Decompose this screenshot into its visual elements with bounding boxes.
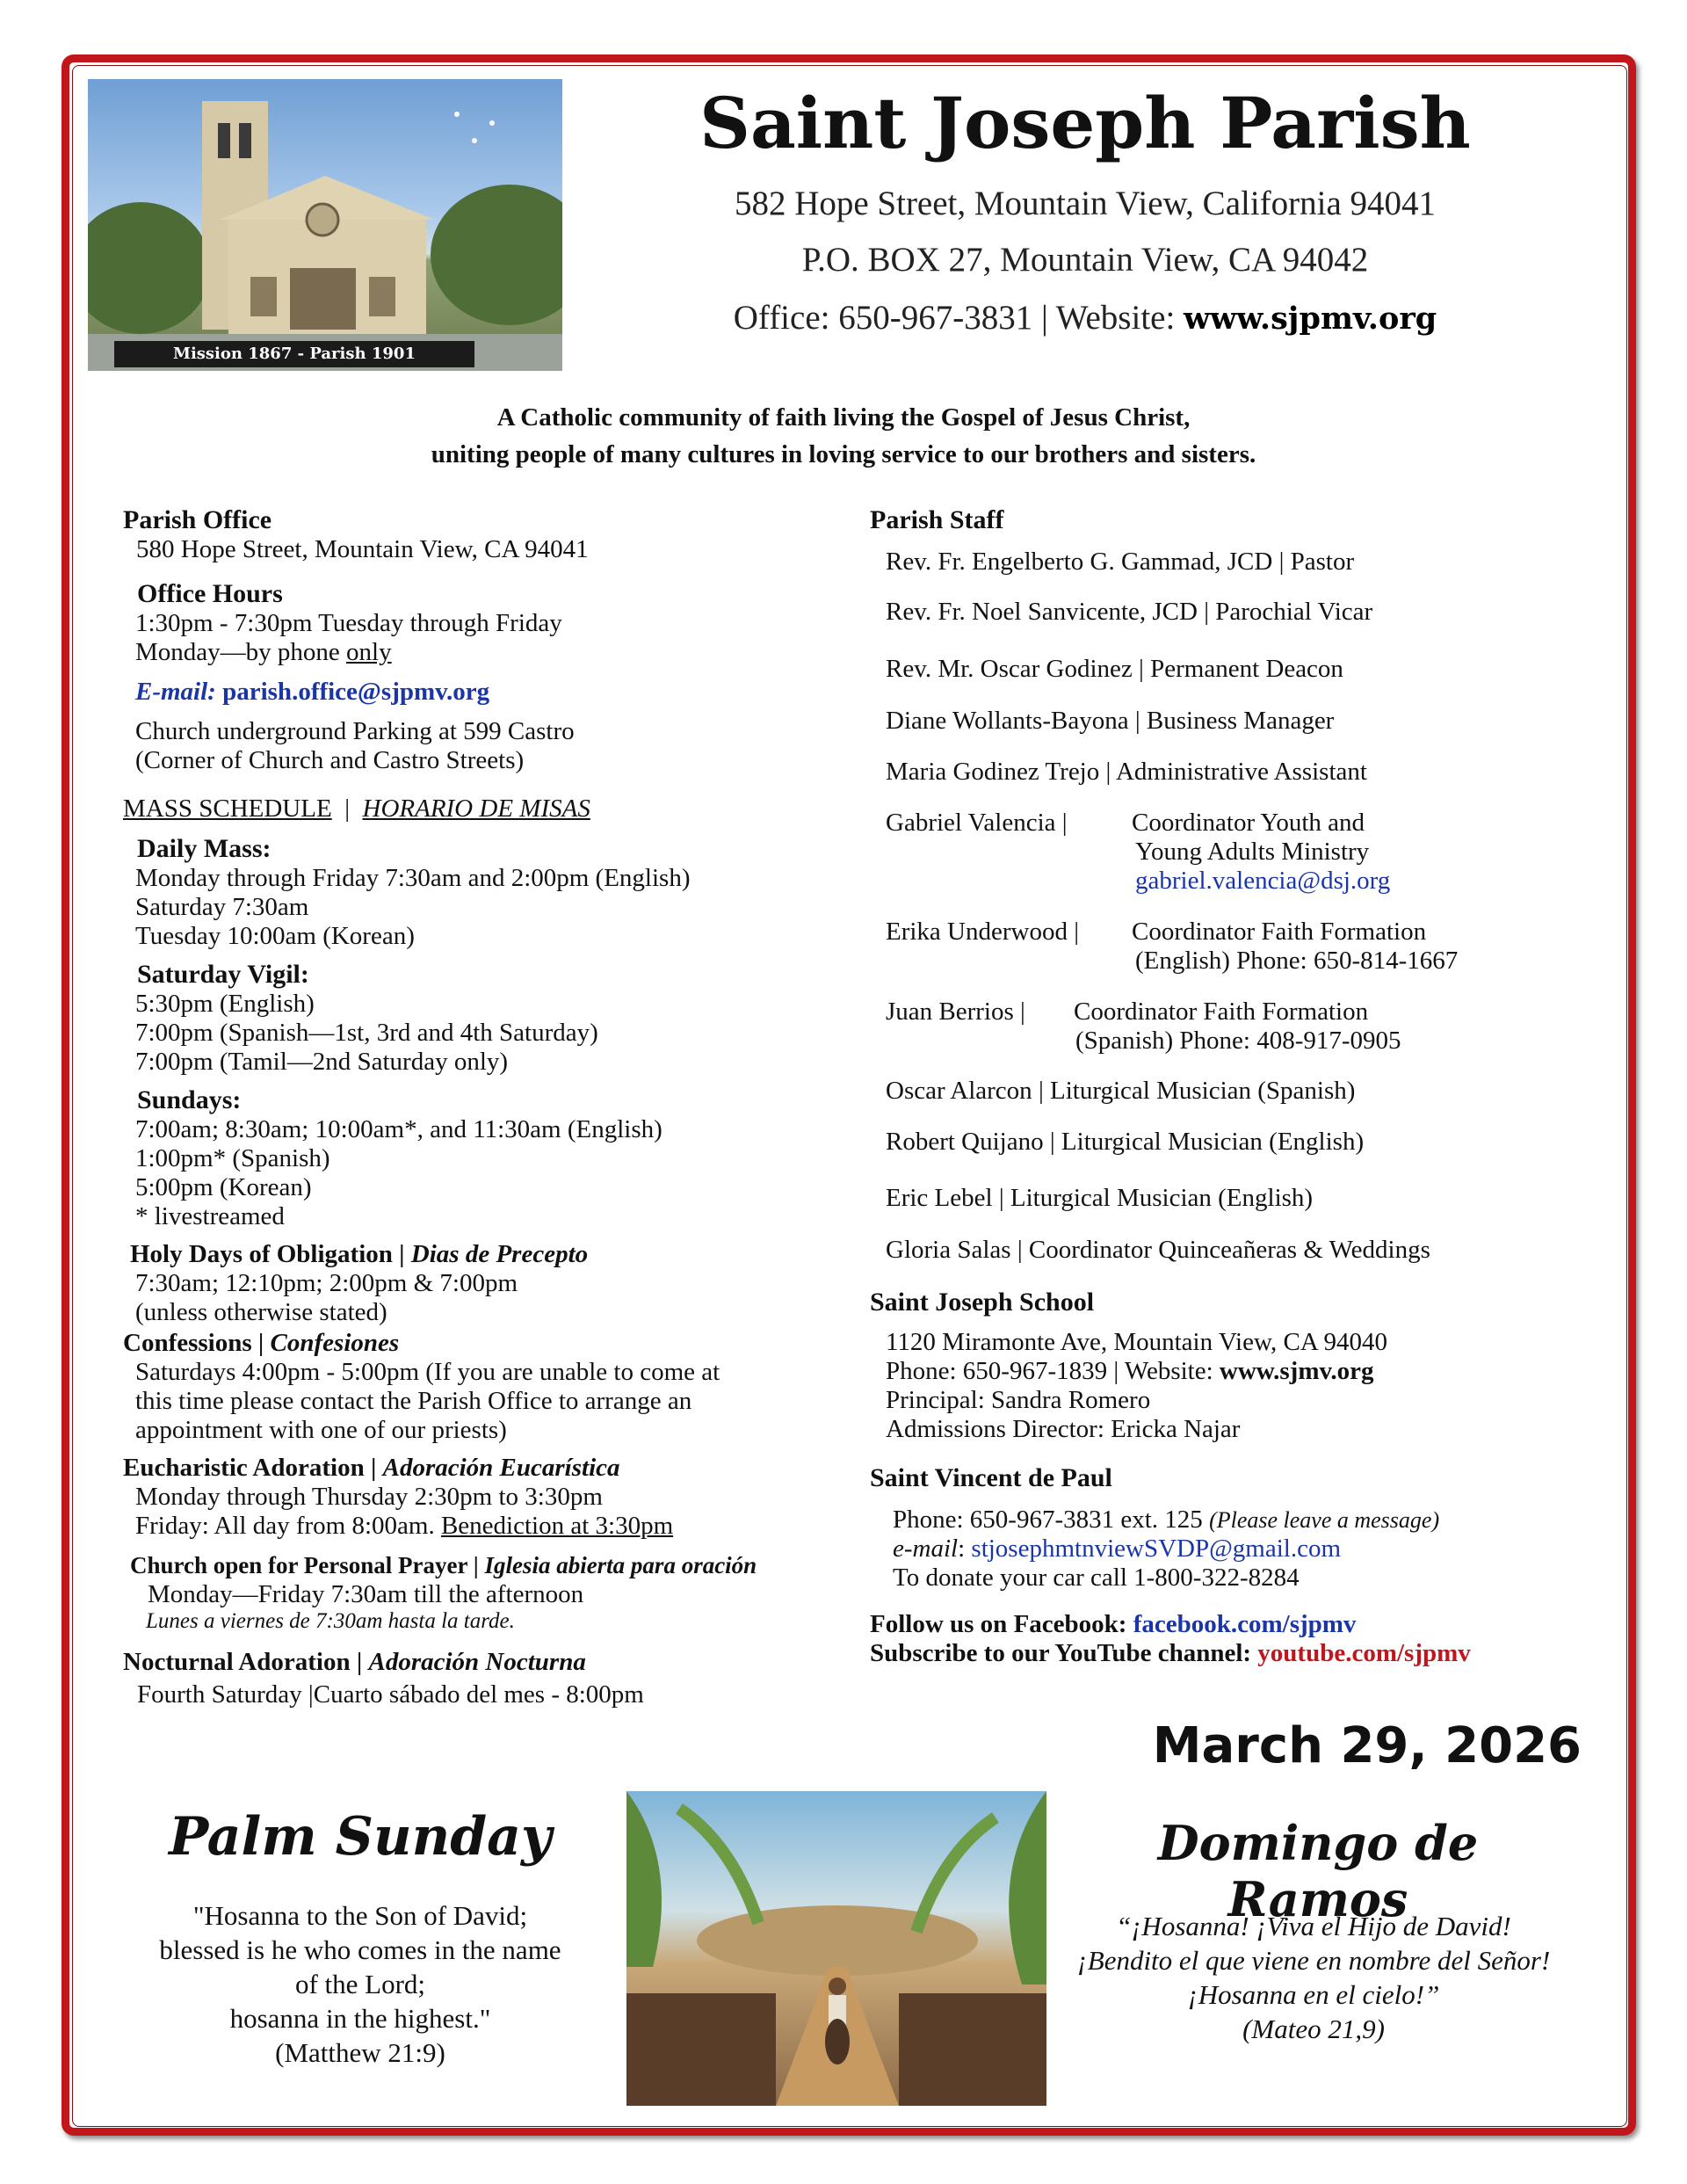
left-column xyxy=(123,505,852,1709)
confessions-es: Confesiones xyxy=(270,1329,400,1357)
eucharistic-2 xyxy=(123,1512,852,1541)
staff-name: Gabriel Valencia | xyxy=(886,809,1068,837)
mass-schedule-sep: | xyxy=(331,795,363,823)
palm-sunday-image xyxy=(626,1791,1046,2106)
confessions-3: appointment with one of our priests) xyxy=(135,1416,507,1444)
confessions-1: Saturdays 4:00pm - 5:00pm (If you are unable to come at xyxy=(135,1358,720,1386)
prayer-2: Lunes a viernes de 7:30am hasta la tarde. xyxy=(146,1609,515,1633)
confessions-heading: Confessions | Confesiones xyxy=(123,1329,400,1357)
juan-name: Juan Berrios xyxy=(886,998,1014,1026)
saturday-vigil-heading: Saturday Vigil: xyxy=(137,960,309,989)
english-quote xyxy=(123,1898,597,2070)
staff-role: Permanent Deacon xyxy=(1150,655,1343,683)
quote-line: (Mateo 21,9) xyxy=(1242,2013,1385,2044)
staff-name: Rev. Mr. Oscar Godinez xyxy=(886,655,1133,683)
staff-name: Diane Wollants-Bayona xyxy=(886,707,1129,735)
staff-gabriel xyxy=(870,809,1590,896)
vigil-2: 7:00pm (Spanish—1st, 3rd and 4th Saturday) xyxy=(135,1019,598,1047)
office-hours-1: 1:30pm - 7:30pm Tuesday through Friday xyxy=(135,609,562,637)
eucharistic-en: Eucharistic Adoration xyxy=(123,1454,365,1482)
email-label: E-mail: xyxy=(135,678,216,706)
sundays-3: 5:00pm (Korean) xyxy=(135,1173,312,1201)
holy-days-1: 7:30am; 12:10pm; 2:00pm & 7:00pm xyxy=(135,1269,518,1297)
staff-name: Robert Quijano xyxy=(886,1128,1044,1156)
eucharistic-heading: Eucharistic Adoration | Adoración Eucarística xyxy=(123,1454,620,1482)
school-principal: Principal: Sandra Romero xyxy=(886,1386,1151,1414)
quote-line: hosanna in the highest." xyxy=(229,2003,491,2034)
parish-office-address: 580 Hope Street, Mountain View, CA 94041 xyxy=(136,535,589,563)
benediction-time: Benediction at 3:30pm xyxy=(440,1512,674,1540)
sundays-1: 7:00am; 8:30am; 10:00am*, and 11:30am (English) xyxy=(135,1115,662,1143)
vigil-1: 5:30pm (English) xyxy=(135,990,315,1018)
daily-mass-2: Saturday 7:30am xyxy=(135,893,309,921)
parish-staff-heading: Parish Staff xyxy=(870,505,1004,534)
staff-row: Diane Wollants-Bayona | Business Manager xyxy=(886,707,1335,735)
svdp-heading: Saint Vincent de Paul xyxy=(870,1463,1112,1492)
school-website-link[interactable]: www.sjmv.org xyxy=(1219,1357,1374,1385)
facebook-label: Follow us on Facebook xyxy=(870,1610,1119,1638)
palm-sunday-title: Palm Sunday xyxy=(169,1806,552,1868)
gabriel-role-1: Coordinator Youth and xyxy=(1132,809,1365,837)
youtube-link[interactable]: youtube.com/sjpmv xyxy=(1257,1639,1471,1667)
erika-name: Erika Underwood xyxy=(886,918,1068,946)
parish-office-heading: Parish Office xyxy=(123,505,272,534)
svdp-car: To donate your car call 1-800-322-8284 xyxy=(893,1564,1300,1592)
parish-email-link[interactable]: parish.office@sjpmv.org xyxy=(222,678,490,706)
staff-name: Eric Lebel xyxy=(886,1184,993,1212)
facebook-link[interactable]: facebook.com/sjpmv xyxy=(1133,1610,1357,1638)
school-address: 1120 Miramonte Ave, Mountain View, CA 94040 xyxy=(886,1328,1387,1356)
staff-name: Gloria Salas xyxy=(886,1236,1011,1264)
staff-row: Eric Lebel | Liturgical Musician (English) xyxy=(886,1184,1314,1212)
prayer-heading: Church open for Personal Prayer | Iglesia abierta para oración xyxy=(130,1552,757,1578)
quote-line: ¡Hosanna en el cielo!” xyxy=(1187,1979,1440,2010)
juan-role-2: (Spanish) Phone: 408-917-0905 xyxy=(1075,1027,1401,1055)
mass-schedule-es: HORARIO DE MISAS xyxy=(362,795,590,823)
youtube-line xyxy=(870,1639,1590,1668)
photo-caption: Mission 1867 - Parish 1901 xyxy=(114,341,474,367)
quote-line: of the Lord; xyxy=(294,1969,426,1999)
youtube-label: Subscribe to our YouTube channel: xyxy=(870,1639,1252,1667)
email-line xyxy=(123,678,852,707)
staff-name: Rev. Fr. Engelberto G. Gammad, JCD xyxy=(886,548,1273,576)
quote-line: “¡Hosanna! ¡Viva el Hijo de David! xyxy=(1116,1911,1511,1941)
staff-row: Rev. Fr. Noel Sanvicente, JCD | Parochial Vicar xyxy=(886,598,1373,626)
staff-role: Parochial Vicar xyxy=(1215,598,1373,626)
nocturnal-heading: Nocturnal Adoration | Adoración Nocturna xyxy=(123,1648,586,1676)
school-admissions: Admissions Director: Ericka Najar xyxy=(886,1415,1241,1443)
mass-schedule-en: MASS SCHEDULE xyxy=(123,795,332,823)
nocturnal-en: Nocturnal Adoration xyxy=(123,1648,351,1676)
parking-line-1: Church underground Parking at 599 Castro xyxy=(135,717,575,745)
staff-role: Liturgical Musician (English) xyxy=(1061,1128,1365,1156)
staff-role: Liturgical Musician (Spanish) xyxy=(1050,1077,1356,1105)
svdp-phone-line xyxy=(870,1506,1590,1535)
svdp-phone: Phone: 650-967-3831 ext. 125 xyxy=(893,1506,1210,1534)
sundays-heading: Sundays: xyxy=(137,1085,242,1114)
quote-line: (Matthew 21:9) xyxy=(275,2037,445,2068)
holy-days-en: Holy Days of Obligation xyxy=(130,1240,393,1268)
spanish-quote xyxy=(1059,1909,1568,2046)
holy-days-heading: Holy Days of Obligation | Dias de Precepto xyxy=(130,1240,589,1268)
staff-role: Coordinator Quinceañeras & Weddings xyxy=(1028,1236,1430,1264)
svdp-email-link[interactable]: stjosephmtnviewSVDP@gmail.com xyxy=(971,1535,1342,1563)
facebook-line: Follow us on Facebook: facebook.com/sjpmv xyxy=(870,1610,1357,1638)
staff-name: Rev. Fr. Noel Sanvicente, JCD xyxy=(886,598,1198,626)
staff-row: Rev. Mr. Oscar Godinez | Permanent Deacon xyxy=(886,655,1343,683)
school-heading: Saint Joseph School xyxy=(870,1288,1095,1317)
staff-name: Maria Godinez Trejo xyxy=(886,758,1100,786)
staff-row: Rev. Fr. Engelberto G. Gammad, JCD | Pastor xyxy=(886,548,1355,576)
staff-role: Administrative Assistant xyxy=(1115,758,1367,786)
nocturnal-es: Adoración Nocturna xyxy=(368,1648,586,1676)
staff-row: Maria Godinez Trejo | Administrative Assistant xyxy=(886,758,1367,786)
daily-mass-3: Tuesday 10:00am (Korean) xyxy=(135,922,415,950)
eucharistic-es: Adoración Eucarística xyxy=(382,1454,620,1482)
office-website-line xyxy=(615,301,1555,335)
staff-role: Business Manager xyxy=(1146,707,1335,735)
quote-line: blessed is he who comes in the name xyxy=(159,1934,561,1965)
office-hours-2-text: Monday—by phone xyxy=(135,638,347,666)
vigil-3: 7:00pm (Tamil—2nd Saturday only) xyxy=(135,1048,509,1076)
erika-role-2: (English) Phone: 650-814-1667 xyxy=(1135,947,1459,975)
church-photo xyxy=(88,79,562,371)
holy-days-es: Dias de Precepto xyxy=(410,1240,589,1268)
daily-mass-heading: Daily Mass: xyxy=(137,834,272,863)
school-phone: Phone: 650-967-1839 | Website: xyxy=(886,1357,1220,1385)
sundays-4: * livestreamed xyxy=(135,1202,285,1230)
prayer-en: Church open for Personal Prayer xyxy=(130,1552,467,1578)
street-address: 582 Hope Street, Mountain View, California 94041 xyxy=(734,185,1437,222)
daily-mass-1: Monday through Friday 7:30am and 2:00pm (English) xyxy=(135,864,691,892)
office-hours-2 xyxy=(123,638,852,667)
domingo-de-ramos-title: Domingo de Ramos xyxy=(1157,1815,1479,1927)
parish-title: Saint Joseph Parish xyxy=(699,82,1471,164)
svdp-note: (Please leave a message) xyxy=(1209,1507,1440,1533)
sundays-2: 1:00pm* (Spanish) xyxy=(135,1144,330,1172)
staff-row: Gloria Salas | Coordinator Quinceañeras & Weddings xyxy=(886,1236,1430,1264)
quote-line: ¡Bendito el que viene en nombre del Señor! xyxy=(1076,1945,1551,1976)
parking-line-2: (Corner of Church and Castro Streets) xyxy=(135,746,525,774)
office-hours-heading: Office Hours xyxy=(137,579,283,608)
staff-name: Juan Berrios | xyxy=(886,998,1025,1026)
staff-row: Oscar Alarcon | Liturgical Musician (Spanish) xyxy=(886,1077,1356,1105)
svdp-email-line: e-mail: stjosephmtnviewSVDP@gmail.com xyxy=(893,1535,1342,1563)
svdp-email-label: e-mail xyxy=(893,1535,959,1563)
website-link[interactable]: www.sjpmv.org xyxy=(1184,301,1437,337)
mission-line-2: uniting people of many cultures in loving service to our brothers and sisters. xyxy=(431,440,1256,468)
eucharistic-1: Monday through Thursday 2:30pm to 3:30pm xyxy=(135,1483,603,1511)
staff-name: Oscar Alarcon xyxy=(886,1077,1032,1105)
school-phone-line xyxy=(870,1357,1590,1386)
confessions-en: Confessions xyxy=(123,1329,252,1357)
office-phone-label: Office: 650-967-3831 | Website: xyxy=(733,299,1176,337)
staff-role: Pastor xyxy=(1290,548,1355,576)
gabriel-email-link[interactable]: gabriel.valencia@dsj.org xyxy=(1135,867,1391,895)
staff-role: Liturgical Musician (English) xyxy=(1010,1184,1314,1212)
right-column xyxy=(870,505,1590,1668)
confessions-2: this time please contact the Parish Office to arrange an xyxy=(135,1387,692,1415)
gabriel-role-2: Young Adults Ministry xyxy=(1135,838,1370,866)
nocturnal-1: Fourth Saturday |Cuarto sábado del mes - 8:00pm xyxy=(137,1680,644,1709)
mission-line-1: A Catholic community of faith living the Gospel of Jesus Christ, xyxy=(496,403,1191,432)
office-hours-only: only xyxy=(346,638,392,666)
staff-juan xyxy=(870,998,1590,1056)
quote-line: "Hosanna to the Son of David; xyxy=(192,1900,528,1931)
staff-name: Erika Underwood | xyxy=(886,918,1080,946)
holy-days-2: (unless otherwise stated) xyxy=(135,1298,387,1326)
prayer-1: Monday—Friday 7:30am till the afternoon xyxy=(148,1580,584,1608)
mass-schedule-heading xyxy=(123,795,852,824)
po-box: P.O. BOX 27, Mountain View, CA 94042 xyxy=(801,241,1369,279)
prayer-es: Iglesia abierta para oración xyxy=(484,1552,757,1578)
erika-role-1: Coordinator Faith Formation xyxy=(1132,918,1427,946)
gabriel-name: Gabriel Valencia xyxy=(886,809,1056,837)
bulletin-date: March 29, 2026 xyxy=(1152,1717,1582,1774)
staff-erika xyxy=(870,918,1590,976)
eucharistic-2-text: Friday: All day from 8:00am. xyxy=(135,1512,441,1540)
staff-row: Robert Quijano | Liturgical Musician (English) xyxy=(886,1128,1365,1156)
juan-role-1: Coordinator Faith Formation xyxy=(1074,998,1369,1026)
